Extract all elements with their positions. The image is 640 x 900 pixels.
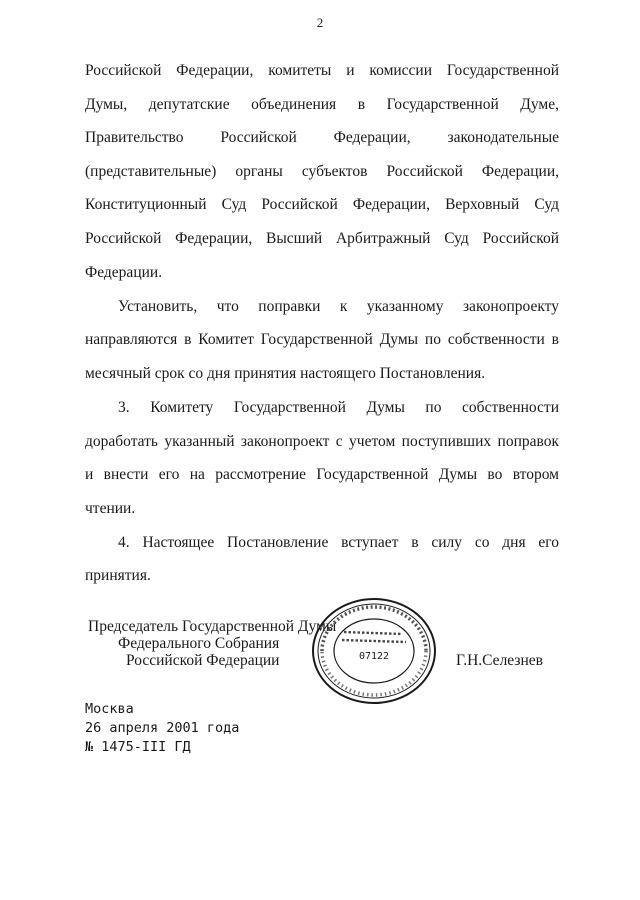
body-line: (представительные) органы субъектов Российской Федерации, xyxy=(85,163,559,180)
body-line: Федерации. xyxy=(85,264,163,281)
body-line: Установить, что поправки к указанному законопроекту xyxy=(118,298,559,315)
body-line: Думы, депутатские объединения в Государственной Думе, xyxy=(85,96,559,113)
signatory-title: Российской Федерации xyxy=(126,652,280,669)
body-line: чтении. xyxy=(85,500,136,517)
document-date: 26 апреля 2001 года xyxy=(85,720,240,736)
body-line: Конституционный Суд Российской Федерации, Верховный Суд xyxy=(85,196,559,213)
body-line: доработать указанный законопроект с учетом поступивших поправок xyxy=(85,433,559,450)
signatory-title: Председатель Государственной Думы xyxy=(88,618,337,635)
city: Москва xyxy=(85,701,134,717)
body-line: месячный срок со дня принятия настоящего Постановления. xyxy=(85,365,486,382)
body-line: Российской Федерации, комитеты и комиссии Государственной xyxy=(85,62,559,79)
body-line: направляются в Комитет Государственной Думы по собственности в xyxy=(85,331,559,348)
document-number: № 1475-III ГД xyxy=(85,739,191,755)
body-line: 3. Комитету Государственной Думы по собственности xyxy=(118,399,559,416)
body-line: 4. Настоящее Постановление вступает в силу со дня его xyxy=(118,534,559,551)
body-line: и внести его на рассмотрение Государственной Думы во втором xyxy=(85,466,559,483)
seal-number: 07122 xyxy=(358,651,390,662)
page-number: 2 xyxy=(316,15,324,30)
official-seal xyxy=(310,596,438,706)
signatory-title: Федерального Собрания xyxy=(118,635,280,652)
body-line: принятия. xyxy=(85,567,151,584)
body-line: Российской Федерации, Высший Арбитражный Суд Российской xyxy=(85,230,559,247)
body-line: Правительство Российской Федерации, законодательные xyxy=(85,129,559,146)
signatory-name: Г.Н.Селезнев xyxy=(456,652,543,669)
